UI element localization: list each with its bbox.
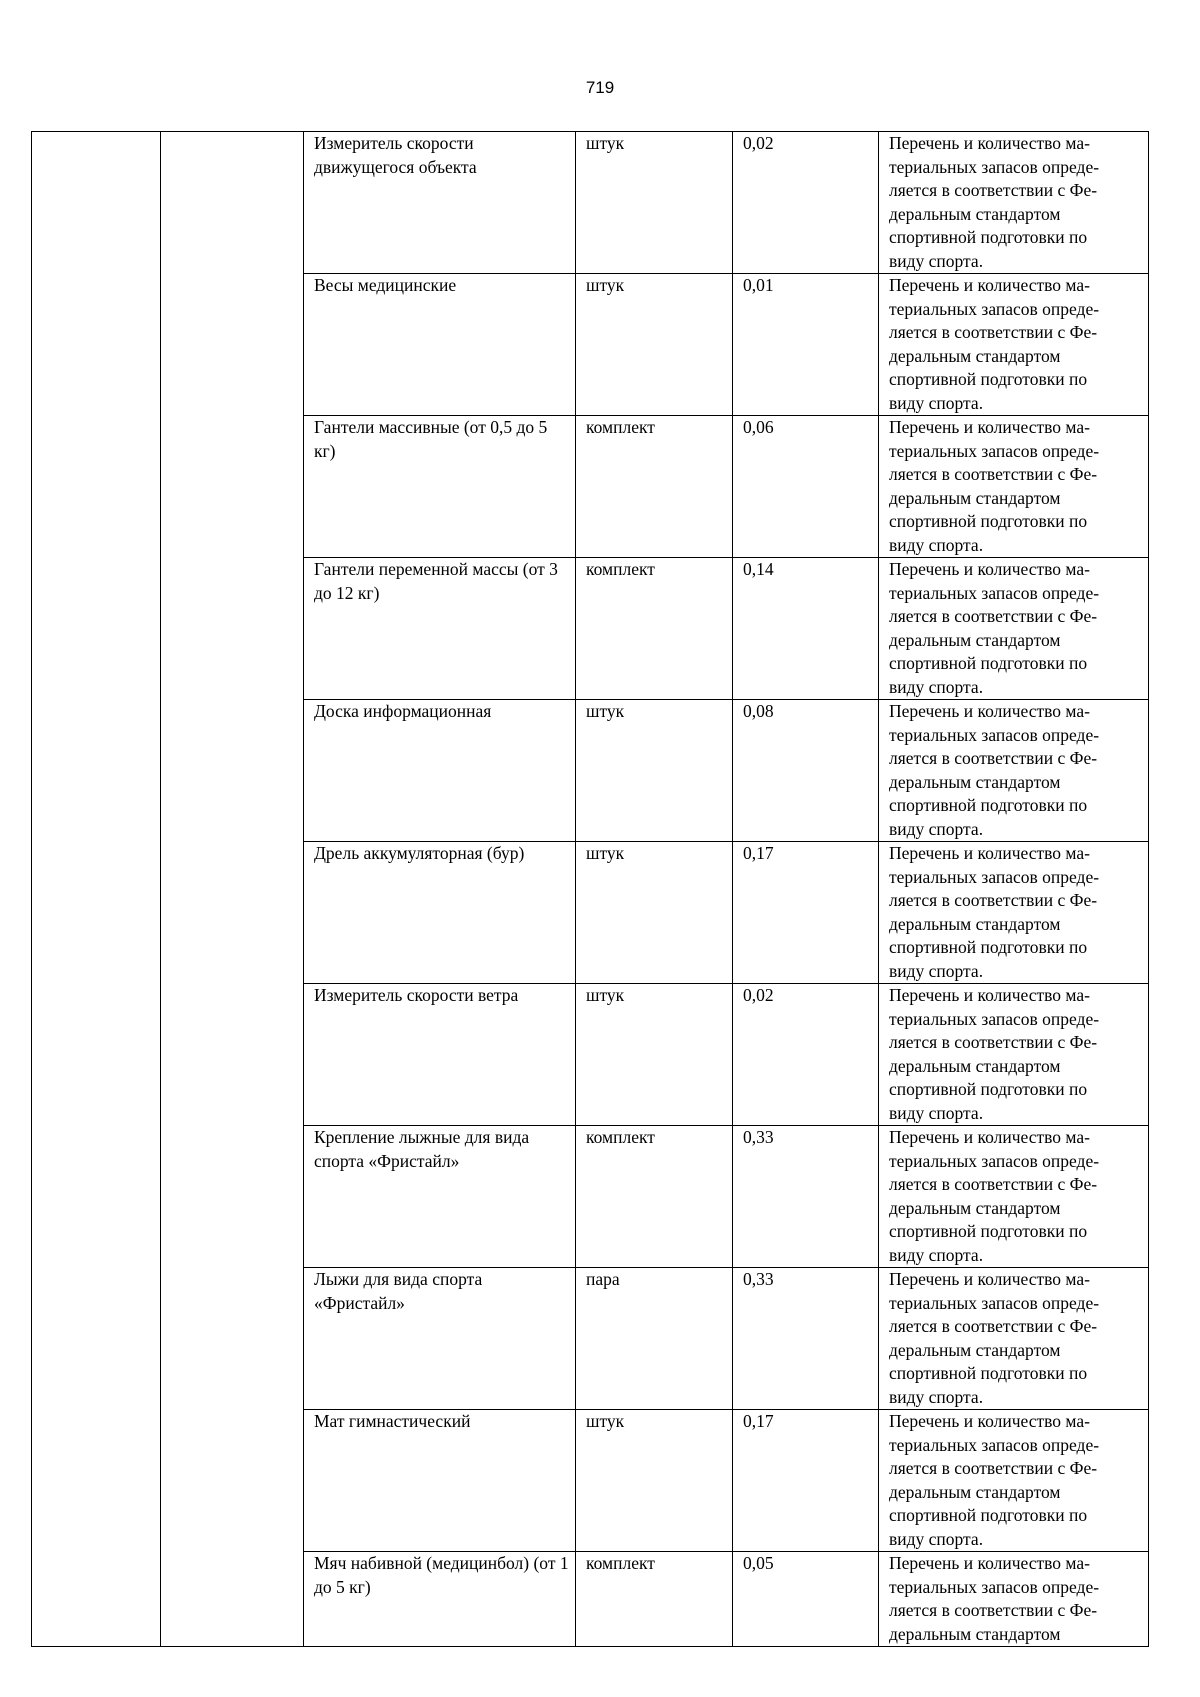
note-cell	[879, 842, 1149, 984]
unit: штук	[586, 275, 625, 295]
unit-cell	[576, 1552, 733, 1647]
unit-cell	[576, 1410, 733, 1552]
note: Перечень и количество ма- териальных запасов опреде- ляется в соответствии с Фе- деральным стандартом спортивной подготовки по виду спорта.	[889, 985, 1100, 1123]
item-name: Измеритель скорости ветра	[314, 985, 519, 1005]
item-name-cell	[304, 1268, 576, 1410]
note-cell	[879, 1410, 1149, 1552]
unit-cell	[576, 558, 733, 700]
note-cell	[879, 984, 1149, 1126]
unit-cell	[576, 416, 733, 558]
quantity-cell	[733, 842, 879, 984]
unit: пара	[586, 1269, 620, 1289]
unit-cell	[576, 1268, 733, 1410]
quantity-cell	[733, 984, 879, 1126]
item-name-cell	[304, 1552, 576, 1647]
unit-cell	[576, 700, 733, 842]
quantity-cell	[733, 1126, 879, 1268]
item-name: Гантели переменной массы (от 3 до 12 кг)	[314, 559, 558, 603]
note-cell	[879, 1552, 1149, 1647]
note-cell	[879, 558, 1149, 700]
note-cell	[879, 1126, 1149, 1268]
note-cell	[879, 416, 1149, 558]
item-name: Лыжи для вида спорта «Фристайл»	[314, 1269, 483, 1313]
quantity: 0,17	[743, 843, 774, 863]
empty-column-2	[161, 132, 304, 1647]
item-name-cell	[304, 416, 576, 558]
equipment-table	[31, 131, 1149, 1647]
unit: штук	[586, 843, 625, 863]
quantity-cell	[733, 1410, 879, 1552]
quantity: 0,33	[743, 1127, 774, 1147]
item-name-cell	[304, 558, 576, 700]
item-name: Гантели массивные (от 0,5 до 5 кг)	[314, 417, 548, 461]
unit: штук	[586, 701, 625, 721]
quantity: 0,06	[743, 417, 774, 437]
item-name: Весы медицинские	[314, 275, 457, 295]
note: Перечень и количество ма- териальных запасов опреде- ляется в соответствии с Фе- деральным стандартом спортивной подготовки по виду спорта.	[889, 1127, 1100, 1265]
item-name-cell	[304, 274, 576, 416]
note-cell	[879, 1268, 1149, 1410]
unit-cell	[576, 274, 733, 416]
table-row	[32, 132, 1149, 274]
unit: комплект	[586, 1127, 655, 1147]
unit: штук	[586, 985, 625, 1005]
quantity: 0,02	[743, 133, 774, 153]
empty-column-1	[32, 132, 161, 1647]
quantity-cell	[733, 700, 879, 842]
page-number: 719	[585, 78, 615, 97]
note: Перечень и количество ма- териальных запасов опреде- ляется в соответствии с Фе- деральным стандартом	[889, 1553, 1100, 1644]
table-body	[32, 132, 1149, 1647]
note: Перечень и количество ма- териальных запасов опреде- ляется в соответствии с Фе- деральным стандартом спортивной подготовки по виду спорта.	[889, 1269, 1100, 1407]
unit: штук	[586, 133, 625, 153]
note-cell	[879, 274, 1149, 416]
note-cell	[879, 700, 1149, 842]
quantity-cell	[733, 274, 879, 416]
quantity: 0,17	[743, 1411, 774, 1431]
note: Перечень и количество ма- териальных запасов опреде- ляется в соответствии с Фе- деральным стандартом спортивной подготовки по виду спорта.	[889, 133, 1100, 271]
note-cell	[879, 132, 1149, 274]
quantity-cell	[733, 416, 879, 558]
quantity-cell	[733, 558, 879, 700]
item-name: Доска информационная	[314, 701, 492, 721]
unit: штук	[586, 1411, 625, 1431]
quantity: 0,02	[743, 985, 774, 1005]
quantity: 0,33	[743, 1269, 774, 1289]
quantity: 0,05	[743, 1553, 774, 1573]
unit-cell	[576, 984, 733, 1126]
note: Перечень и количество ма- териальных запасов опреде- ляется в соответствии с Фе- деральным стандартом спортивной подготовки по виду спорта.	[889, 701, 1100, 839]
item-name-cell	[304, 700, 576, 842]
item-name-cell	[304, 1410, 576, 1552]
note: Перечень и количество ма- териальных запасов опреде- ляется в соответствии с Фе- деральным стандартом спортивной подготовки по виду спорта.	[889, 559, 1100, 697]
note: Перечень и количество ма- териальных запасов опреде- ляется в соответствии с Фе- деральным стандартом спортивной подготовки по виду спорта.	[889, 417, 1100, 555]
quantity-cell	[733, 1268, 879, 1410]
quantity: 0,01	[743, 275, 774, 295]
item-name-cell	[304, 842, 576, 984]
unit-cell	[576, 1126, 733, 1268]
item-name: Мат гимнастический	[314, 1411, 471, 1431]
unit-cell	[576, 132, 733, 274]
item-name-cell	[304, 132, 576, 274]
item-name-cell	[304, 984, 576, 1126]
note: Перечень и количество ма- териальных запасов опреде- ляется в соответствии с Фе- деральным стандартом спортивной подготовки по виду спорта.	[889, 1411, 1100, 1549]
quantity-cell	[733, 132, 879, 274]
item-name-cell	[304, 1126, 576, 1268]
item-name: Крепление лыжные для вида спорта «Фристайл»	[314, 1127, 530, 1171]
unit: комплект	[586, 1553, 655, 1573]
note: Перечень и количество ма- териальных запасов опреде- ляется в соответствии с Фе- деральным стандартом спортивной подготовки по виду спорта.	[889, 275, 1100, 413]
unit: комплект	[586, 559, 655, 579]
item-name: Измеритель скорости движущегося объекта	[314, 133, 477, 177]
unit-cell	[576, 842, 733, 984]
unit: комплект	[586, 417, 655, 437]
item-name: Дрель аккумуляторная (бур)	[314, 843, 525, 863]
quantity: 0,14	[743, 559, 774, 579]
quantity-cell	[733, 1552, 879, 1647]
item-name: Мяч набивной (медицинбол) (от 1 до 5 кг)	[314, 1553, 569, 1597]
note: Перечень и количество ма- териальных запасов опреде- ляется в соответствии с Фе- деральным стандартом спортивной подготовки по виду спорта.	[889, 843, 1100, 981]
quantity: 0,08	[743, 701, 774, 721]
